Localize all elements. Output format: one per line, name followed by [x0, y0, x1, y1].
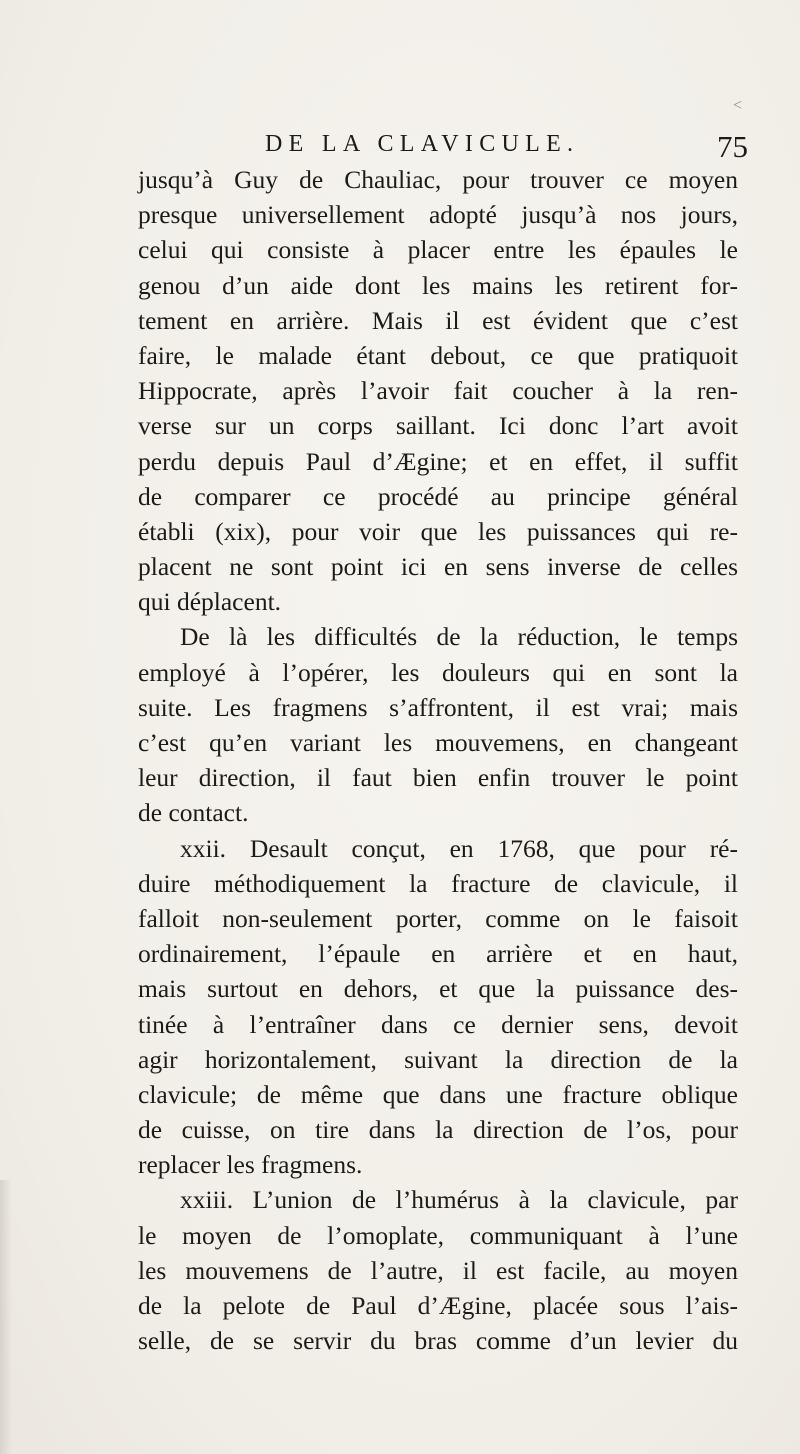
text-line: qui déplacent. [138, 587, 282, 617]
text-line: tement en arrière. Mais il est évident que c’est [138, 305, 738, 335]
text-line: jusqu’à Guy de Chauliac, pour trouver ce moyen [138, 165, 738, 194]
text-line: selle, de se servir du bras comme d’un levier du [138, 1326, 738, 1356]
text-line: genou d’un aide dont les mains les retirent for- [138, 270, 738, 300]
text-line: Hippocrate, après l’avoir fait coucher à la ren- [138, 376, 738, 406]
text-line: celui qui consiste à placer entre les épaules le [138, 235, 738, 265]
text-line: replacer les fragmens. [138, 1150, 363, 1180]
text-line: établi (xix), pour voir que les puissances qui re- [138, 516, 738, 546]
text-line: presque universellement adopté jusqu’à nos jours, [138, 200, 738, 230]
text-line: leur direction, il faut bien enfin trouver le point [138, 763, 738, 793]
running-title: DE LA CLAVICULE. [265, 131, 580, 157]
text-line: tinée à l’entraîner dans ce dernier sens, devoit [138, 1009, 738, 1039]
text-line: De là les difficultés de la réduction, le temps [180, 622, 738, 652]
text-line: le moyen de l’omoplate, communiquant à l’une [138, 1220, 738, 1250]
text-line: suite. Les fragmens s’affrontent, il est vrai; mais [138, 692, 738, 722]
text-line: les mouvemens de l’autre, il est facile, au moyen [138, 1255, 738, 1285]
text-line: placent ne sont point ici en sens inverse de celles [138, 552, 738, 582]
corner-mark: < [733, 97, 743, 114]
text-line: c’est qu’en variant les mouvemens, en changeant [138, 728, 738, 757]
text-line: agir horizontalement, suivant la direction de la [138, 1044, 738, 1074]
text-line: employé à l’opérer, les douleurs qui en sont la [138, 657, 738, 687]
text-line: mais surtout en dehors, et que la puissance des- [138, 974, 738, 1004]
text-line: verse sur un corps saillant. Ici donc l’art avoit [138, 411, 738, 441]
text-line: de cuisse, on tire dans la direction de l’os, pour [138, 1115, 738, 1145]
text-line: ordinairement, l’épaule en arrière et en haut, [138, 939, 738, 969]
text-line: falloit non-seulement porter, comme on le faisoit [138, 903, 738, 933]
text-line: clavicule; de même que dans une fracture oblique [138, 1079, 738, 1109]
text-line: faire, le malade étant debout, ce que pratiquoit [138, 340, 738, 370]
page-edge-shadow [0, 1180, 12, 1454]
text-line: xxii. Desault conçut, en 1768, que pour ré- [180, 833, 738, 863]
text-line: de la pelote de Paul d’Ægine, placée sous l’ais- [138, 1291, 738, 1320]
text-line: duire méthodiquement la fracture de clavicule, il [138, 868, 738, 898]
page-number: 75 [717, 129, 748, 164]
body-text [138, 162, 738, 1358]
text-line: de contact. [138, 798, 249, 828]
text-line: xxiii. L’union de l’humérus à la clavicule, par [180, 1185, 738, 1215]
text-line: perdu depuis Paul d’Ægine; et en effet, il suffit [138, 446, 738, 476]
text-line: de comparer ce procédé au principe général [138, 481, 738, 511]
